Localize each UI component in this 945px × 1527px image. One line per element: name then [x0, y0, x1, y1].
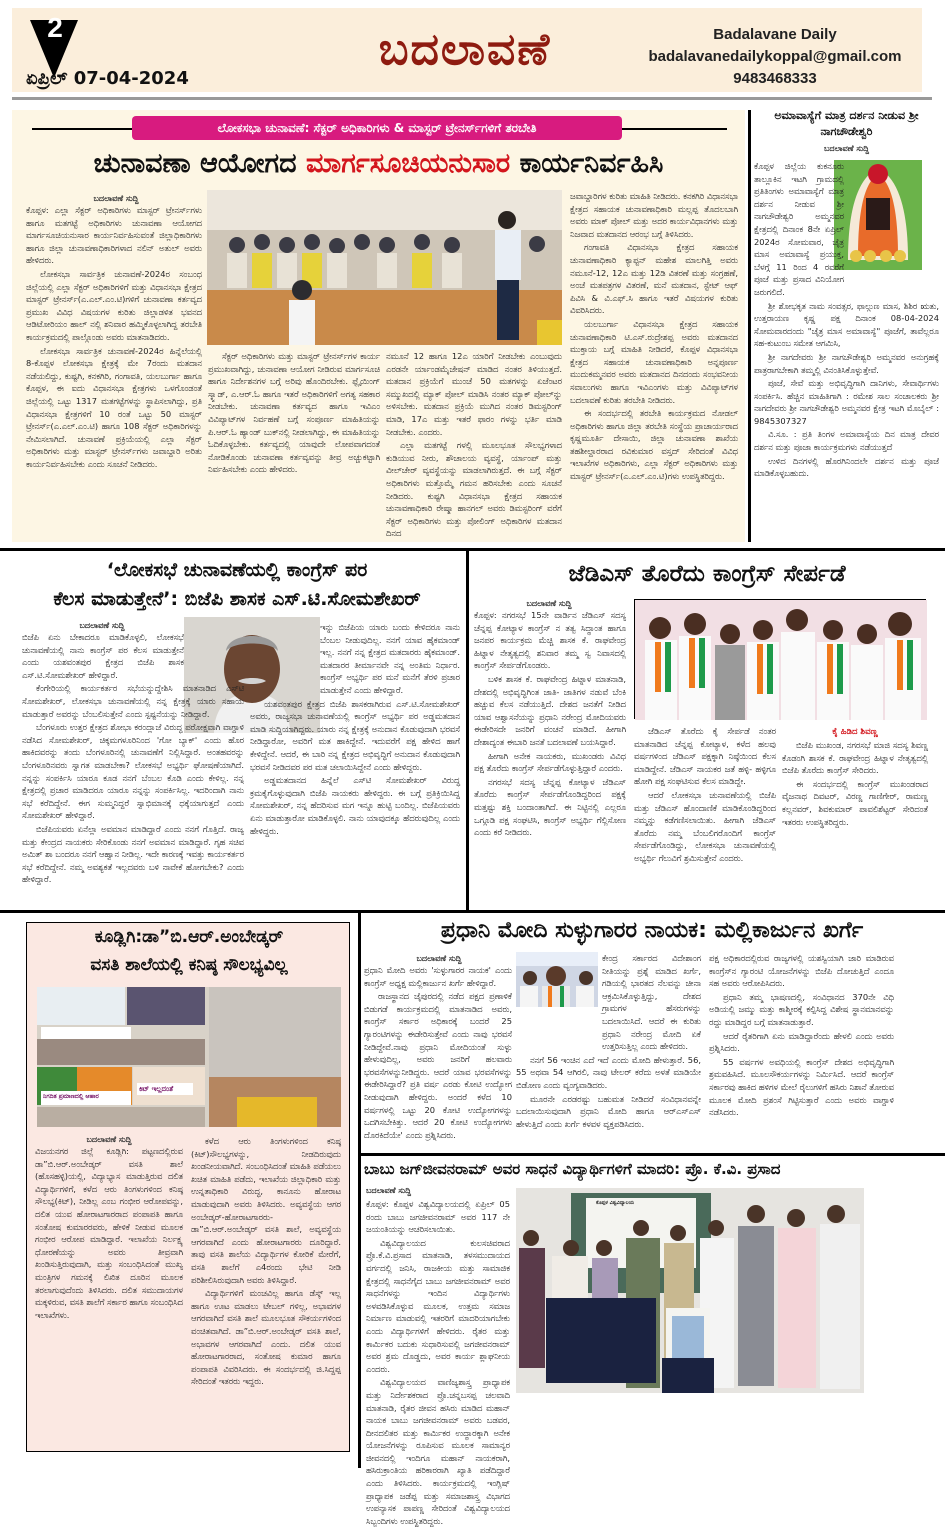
- column-divider: [358, 913, 361, 1468]
- article-paragraph: ಶ್ರೀ ಶೋಭಕೃತ ನಾಮ ಸಂವತ್ಸರ, ಫಾಲ್ಗುಣ ಮಾಸ, ಶಿಶಿರ ಋತು, ಉತ್ತರಾಯಣ ಕೃಷ್ಣ ಪಕ್ಷ ದಿನಾಂಕ 08-04-2024 ಸೋಮವಾರದಂದು "ಚೈತ್ರ ಮಾಸ ಅಮಾವಾಸ್ಯೆ" ಪೂಜೆಗೆ, ತಾವೆಲ್ಲರೂ ಸಹ-ಕುಟುಂಬ ಸಮೇತ ಆಗಮಿಸಿ,: [754, 300, 939, 349]
- article-paragraph: ಪೂಜೆ, ಸೇವೆ ಮತ್ತು ಅಭಿವೃದ್ಧಿಗಾಗಿ ದಾನಿಗಳು, ಸೇವಾರ್ಥಿಗಳು ಸಂಪರ್ಕಿಸಿ. ಹೆಚ್ಚಿನ ಮಾಹಿತಿಗಾಗಿ : ರಮೇಶ ಸಾಲ ಸಂಚಾಲಕರು ಶ್ರೀ ನಾಗದೇವರು ಶ್ರೀ ನಾಗಚೌಡೇಶ್ವರಿ ಅಮ್ಮನವರ ಕ್ಷೇತ್ರ ಇಟಗಿ ಮೊಬೈಲ್ : 9845307327: [754, 378, 939, 426]
- article-paragraph: ಮೂರನೇ ಎರಡರಷ್ಟು ಬಹುಮತ ನೀಡಿದರೆ ಸಂವಿಧಾನವನ್ನೇ ಬದಲಾಯಿಸುವುದಾಗಿ ಪ್ರಧಾನಿ ಮೋದಿ ಹಾಗೂ ಆರ್‌ಎಸ್‌ಎಸ್ ಹೇಳುತ್ತಿದೆ ಎಂದು ಖರ್ಗೆ ಕಳವಳ ವ್ಯಕ್ತಪಡಿಸಿದರು.: [516, 1093, 701, 1129]
- article-column-1: [474, 609, 626, 901]
- article-column-1: [364, 964, 512, 1149]
- article-paragraph: ಬಳಿಕ ಶಾಸಕ ಕೆ. ರಾಘವೇಂದ್ರ ಹಿಟ್ನಾಳ ಮಾತನಾಡಿ, ದೇಶದಲ್ಲಿ ಅಭಿವೃದ್ಧಿಗಿಂತ ಜಾತಿ- ಜಾತಿಗಳ ನಡುವೆ ಬೆಂಕಿ ಹಚ್ಚುವ ಕೆಲಸ ನಡೆಯುತ್ತಿದೆ. ದೇಶದ ಜನತೆಗೆ ನೀಡಿದ ಯಾವ ಆಶ್ವಾಸನೆಯನ್ನು ಪ್ರಧಾನಿ ನರೇಂದ್ರ ಮೋದಿಯವರು ಈಡೇರಿಸದೇ ಜನರಿಗೆ ವಂಚನೆ ಮಾಡಿದೆ. ಹೀಗಾಗಿ ದೇಶಾದ್ಯಂತ ಈಬಾರಿ ಜನತೆ ಬದಲಾವಣೆ ಬಯಸಿದ್ದಾರೆ.: [474, 673, 626, 747]
- article-photo[interactable]: [207, 190, 562, 345]
- article-column-2: [250, 621, 460, 901]
- masthead-divider: [12, 97, 932, 100]
- article-paragraph: ಕೊಪ್ಪಳ: ಎಲ್ಲಾ ಸೆಕ್ಟರ್ ಅಧಿಕಾರಿಗಳು ಮಾಸ್ಟರ್ ಟ್ರೇನರ್ಸ್‌ಗಳು ಹಾಗೂ ಮತಗಟ್ಟೆ ಅಧಿಕಾರಿಗಳು ಚುನಾವಣಾ ಆಯೋಗದ ಮಾರ್ಗಸೂಚಿಯನುಸಾರ ಕಾರ್ಯನಿರ್ವಹಿಸುವಂತೆ ಜಿಲ್ಲಾಧಿಕಾರಿಗಳು ಹಾಗೂ ಜಿಲ್ಲಾ ಚುನಾವಣಾಧಿಕಾರಿಗಳಾದ ನಲಿನ್ ಅತುಲ್ ಅವರು ಹೇಳಿದರು.: [26, 205, 202, 266]
- article-column-2: [208, 350, 380, 538]
- article-jds-congress: [474, 555, 940, 905]
- byline: ಬದಲಾವಣೆ ಸುದ್ದಿ: [86, 1135, 132, 1144]
- article-paragraph: ಬಿಜೆಪಿ ಮುಖಂಡ, ನಗರಸಭೆ ಮಾಜಿ ಸದಸ್ಯ ಶಿವಣ್ಣ ಕೊಡಂಗಿ ಶಾಸಕ ಕೆ. ರಾಘವೇಂದ್ರ ಹಿಟ್ನಾಳ ನೇತೃತ್ವದಲ್ಲಿ ಬಿಜೆಪಿ ತೊರೆದು ಕಾಂಗ್ರೆಸ್ ಸೇರಿದರು.: [782, 740, 928, 776]
- article-text: [754, 160, 939, 540]
- article-column-1: [26, 204, 202, 534]
- headline-highlight: ಮಾರ್ಗಸೂಚಿಯನುಸಾರ: [305, 148, 511, 179]
- article-headline-line-1: ಕೂಡ್ಲಿಗಿ:ಡಾ”ಬಿ.ಆರ್.ಅಂಬೇಡ್ಕರ್: [94, 927, 284, 947]
- article-paragraph: ಗಂಗಾವತಿ ವಿಧಾನಸಭಾ ಕ್ಷೇತ್ರದ ಸಹಾಯಕ ಚುನಾವಣಾಧಿಕಾರಿ ಕ್ಯಾಪ್ಟನ್ ಮಹೇಶ ಮಾಲಗಿತ್ತಿ ಅವರು ನಮೂನೆ-12, 12ಎ ಮತ್ತು 12ಡಿ ವಿತರಣೆ ಮತ್ತು ಸಂಗ್ರಹಣೆ, ಅಂಚೆ ಮತಪತ್ರಗಳ ವಿತರಣೆ, ಮನೆ ಮತದಾನ, ಸ್ಟೇಟ್ ಆಫ್ ಪಿವಿಸಿ & ವಿ.ಎಫ್.ಸಿ ಹಾಗೂ ಇತರೆ ವಿಷಯಗಳ ಕುರಿತು ವಿವರಿಸಿದರು.: [570, 242, 738, 316]
- article-paragraph: ವಿ.ಸೂ. : ಪ್ರತಿ ತಿಂಗಳ ಅಮಾವಾಸ್ಯೆಯ ದಿನ ಮಾತ್ರ ದೇವರ ದರ್ಶನ ಮತ್ತು ಪೂಜಾ ಕಾರ್ಯಕ್ರಮಗಳು ನಡೆಯುತ್ತದೆ: [754, 429, 939, 453]
- article-paragraph: ಪ್ರಧಾನಿ ಮೋದಿ ಅವರು 'ಸುಳ್ಳುಗಾರರ ನಾಯಕ' ಎಂದು ಕಾಂಗ್ರೆಸ್ ಅಧ್ಯಕ್ಷ ಮಲ್ಲಿಕಾರ್ಜುನ ಖರ್ಗೆ ಹೇಳಿದ್ದಾರೆ.: [364, 965, 512, 988]
- section-divider: [0, 910, 945, 913]
- byline: ಬದಲಾವಣೆ ಸುದ್ದಿ: [823, 144, 870, 153]
- publication-name: Badalavane Daily: [713, 26, 837, 43]
- collage-caption: ಕಿಟ್ ಇಲ್ಲದಂತೆ: [139, 1085, 174, 1093]
- article-paragraph: ಹೀಗಾಗಿ ಅನೇಕ ನಾಯಕರು, ಮುಖಂಡರು ವಿವಿಧ ಪಕ್ಷ ತೊರೆದು ಕಾಂಗ್ರೆಸ್ ಸೇರ್ಪಡೆಗೊಳ್ಳುತ್ತಿದ್ದಾರೆ ಎಂದರು.: [474, 750, 626, 774]
- byline: ಬದಲಾವಣೆ ಸುದ್ದಿ: [526, 599, 572, 608]
- article-paragraph: ಆದರೆ ರೈತರಿಗಾಗಿ ಏನು ಮಾಡಿದ್ದಾರೆಂದು ಹೇಳಲಿ ಎಂದು ಅವರು ಪ್ರಶ್ನಿಸಿದರು.: [709, 1030, 894, 1054]
- article-paragraph: ಬಿಜೆಪಿಯವರು ಏನೆಲ್ಲಾ ಅವಮಾನ ಮಾಡಿದ್ದಾರೆ ಎಂದು ನನಗೆ ಗೊತ್ತಿದೆ. ರಾಜ್ಯ ಮತ್ತು ಕೇಂದ್ರದ ನಾಯಕರು ಸೇರಿಕೊಂಡು ನನಗೆ ಅವಮಾನ ಮಾಡಿದ್ದಾರೆ. ಗೃಹ ಸಚಿವ ಅಮಿತ್ ಶಾ ಬಂದರೂ ನನಗೆ ಆಹ್ವಾನ ನೀಡಿಲ್ಲ. ಇದೇ ಕಾರಣಕ್ಕೆ ಇವತ್ತು ಕಾರ್ಯಕರ್ತರ ಸಭೆ ಕರೆದಿದ್ದೇನೆ. ನಮ್ಮ ಅವಶ್ಯಕತೆ ಇಲ್ಲದವರು ಬಳಿ ನಾವೇಕೆ ಹೋಗಬೇಕು? ಎಂದು ಹೇಳಿದ್ದಾರೆ.: [22, 823, 244, 885]
- contact-email: badalavanedailykoppal@gmail.com: [648, 48, 902, 65]
- article-column-2: [516, 1398, 686, 1460]
- article-column-3: [386, 350, 562, 538]
- newspaper-logo: ಬದಲಾವಣೆ: [378, 24, 552, 75]
- article-paragraph: ಕೆಂಗೇರಿಯಲ್ಲಿ ಕಾರ್ಯಕರ್ತರ ಸಭೆಯನ್ನುದ್ದೇಶಿಸಿ ಮಾತನಾಡಿದ ಎಸ್‌ಟಿ ಸೋಮಶೇಖರ್, ಲೋಕಸಭಾ ಚುನಾವಣೆಯಲ್ಲಿ ನನ್ನ ಕ್ಷೇತ್ರಕ್ಕೆ ಯಾರು ಸಹಾಯ ಮಾಡುತ್ತಾರೆ ಅವರನ್ನು ಬೆಂಬಲಿಸುತ್ತೇನೆ ಎಂದು ಸ್ಪಷ್ಟನೆಯನ್ನು ನೀಡಿದ್ದಾರೆ.: [22, 683, 244, 719]
- article-paragraph: ನಮೂನೆ 12 ಹಾಗೂ 12ಎ ಯಾರಿಗೆ ನೀಡಬೇಕು ಎಂಬುವುದು ಎರಡನೇ ರ್ಯಾಂಡಮೈಜೇಷನ್ ಮಾಡಿದ ನಂತರ ತಿಳಿಯುತ್ತದೆ. ಮತದಾನ ಪ್ರಕ್ರಿಯೆಗೆ ಮುಂಚೆ 50 ಮತಗಳನ್ನು ಏಜೆಂಟರ ಸಮ್ಮುಖದಲ್ಲಿ ಮ್ಯಾಕ್ ಪೋಲ್ ಮಾಡಿಸಿ ನಂತರ ಮ್ಯಾಕ್ ಪೋಲ್‌ನ್ನು ಅಳಿಸಬೇಕು. ಮತದಾನ ಪ್ರಕ್ರಿಯೆ ಮುಗಿದ ನಂತರ ಡಿಮಸ್ಟರಿಂಗ್ ಮಾಡಿ, 17ಎ ಮತ್ತು ಇತರೆ ಫಾರಂ ಗಳನ್ನು ಭರ್ತಿ ಮಾಡಿ ನೀಡಬೇಕು. ಎಂದರು.: [386, 351, 562, 437]
- article-photo[interactable]: [634, 599, 926, 719]
- article-paragraph: ಕಳೆದ ಆರು ತಿಂಗಳುಗಳಿಂದ ಕನಿಷ್ಠ (ಕಿಟ್)ಸೌಲಭ್ಯಗಳನ್ನು, ನೀಡದಿರುವುದು ಖಂಡನೀಯವಾಗಿದೆ. ಸಂಬಂಧಿಸಿದಂತೆ ಮಾಹಿತಿ ಪಡೆಯಲು ಖಚಿತ ಮಾಹಿತಿ ಪಡೆದು, ಇಲಾಖೆಯ ಜಿಲ್ಲಾಧಿಕಾರಿ ಮತ್ತು ಉನ್ನತಾಧಿಕಾರಿ ವಿರುದ್ಧ, ಕಾನೂನು ಹೋರಾಟ ಮಾಡುವುದಾಗಿ ಅವರು ತಿಳಿಸಿದರು. ಅವ್ಯವಸ್ಥೆಯ ಆಗರ ಅಂಬೇಡ್ಕರ್-ಹೋರಾಟಗಾರರು- ಡಾ”ಬಿ.ಆರ್.ಅಂಬೇಡ್ಕರ್ ವಸತಿ ಶಾಲೆ, ಅವ್ಯವಸ್ಥೆಯ ಆಗರವಾಗಿದೆ ಎಂದು ಹೋರಾಟಗಾರರು ದೂರಿದ್ದಾರೆ. ತಾವು ವಸತಿ ಶಾಲೆಯ ವಿದ್ಯಾರ್ಥಿಗಳ ಕೋರಿಕೆ ಮೇರೆಗೆ, ವಸತಿ ಶಾಲೆಗೆ ಎ4ರಂದು ಭೇಟಿ ನೀಡಿ ಪರಿಶೀಲಿಸಿರುವುದಾಗಿ ಅವರು ತಿಳಿಸಿದ್ದಾರೆ.: [191, 1136, 341, 1285]
- article-election-training: [12, 110, 745, 542]
- article-paragraph: ಅಡ್ಡಮತದಾನದ ಹಿನ್ನೆಲೆ ಎಸ್‌ಟಿ ಸೋಮಶೇಖರ್ ವಿರುದ್ಧ ಕ್ರಮಕೈಗೊಳ್ಳುವುದಾಗಿ ಬಿಜೆಪಿ ನಾಯಕರು ಹೇಳಿದ್ದರು. ಈ ಬಗ್ಗೆ ಪ್ರತಿಕ್ರಿಯಿಸಿದ್ದ ಸೋಮಶೇಖರ್, ನನ್ನ ಹೆದರಿಸುವ ಮಗ ಇನ್ನೂ ಹುಟ್ಟಿ ಬಂದಿಲ್ಲ. ಬಿಜೆಪಿಯವರು ಏನು ಮಾಡುತ್ತಾರೋ ಮಾಡಿಕೊಳ್ಳಲಿ. ನಾನು ಯಾವುದಕ್ಕೂ ಹೆದರುವುದಿಲ್ಲ ಎಂದು ಹೇಳಿದ್ದರು.: [250, 775, 460, 836]
- article-paragraph: ಕೊಪ್ಪಳ: ಕೊಪ್ಪಳ ವಿಶ್ವವಿದ್ಯಾಲಯದಲ್ಲಿ ಏಪ್ರಿಲ್ 05 ರಂದು ಬಾಬು ಜಗಜೀವನರಾಮ್ ಅವರ 117 ನೇ ಜಯಂತಿಯನ್ನು ಆಚರಿಸಲಾಯಿತು.: [366, 1199, 510, 1235]
- article-paragraph: ಶ್ರೀ ನಾಗದೇವರು ಶ್ರೀ ನಾಗಚೌಡೇಶ್ವರಿ ಅಮ್ಮನವರ ಅನುಗ್ರಹಕ್ಕೆ ಪಾತ್ರರಾಗಬೇಕಾಗಿ ತಮ್ಮಲ್ಲಿ ವಿನಂತಿಸಿಕೊಳ್ಳುತ್ತೇವೆ.: [754, 351, 939, 375]
- event-group-photo: [516, 1188, 864, 1393]
- group-photo: [635, 600, 927, 720]
- byline: ಬದಲಾವಣೆ ಸುದ್ದಿ: [93, 194, 139, 203]
- article-column-1: [366, 1198, 510, 1526]
- section-divider: [0, 548, 945, 551]
- article-paragraph: ಲೋಕಸಭಾ ಸಾರ್ವತ್ರಿಕ ಚುನಾವಣೆ-2024ರ ಸಂಬಂಧ ಜಿಲ್ಲೆಯಲ್ಲಿ ಎಲ್ಲಾ ಸೆಕ್ಟರ್ ಅಧಿಕಾರಿಗಳಿಗೆ ಮತ್ತು ವಿಧಾನಸಭಾ ಕ್ಷೇತ್ರದ ಮಾಸ್ಟರ್ ಟ್ರೇನರ್ಸ್(ಎ.ಎಲ್.ಎಂ.ಟಿ)ಗಳಿಗೆ ಚುನಾವಣಾ ಕರ್ತವ್ಯದ ಪ್ರಮುಖ ವಿವಿಧ ವಿಷಯಗಳ ಕುರಿತು ಜಿಲ್ಲಾಡಳಿತ ಭವನದ ಆಡಿಟೋರಿಯಂ ಹಾಲ್ ನಲ್ಲಿ ಶನಿವಾರ ಹಮ್ಮಿಕೊಳ್ಳಲಾಗಿದ್ದ ತರಬೇತಿ ಕಾರ್ಯಕ್ರಮದಲ್ಲಿ ಪಾಲ್ಗೊಂಡು ಅವರು ಮಾತನಾಡಿದರು.: [26, 268, 202, 342]
- page-number: 2: [47, 12, 63, 43]
- article-kharge: [364, 916, 940, 1151]
- byline: ಬದಲಾವಣೆ ಸುದ್ದಿ: [416, 954, 462, 963]
- article-paragraph: ವಿಶ್ವವಿದ್ಯಾಲಯದ ವಾಣಿಜ್ಯಶಾಸ್ತ್ರ ಪ್ರಾಧ್ಯಾಪಕ ಮತ್ತು ನಿರ್ದೇಶಕರಾದ ಪ್ರೊ.ಚನ್ನಬಸಪ್ಪ ಚಲವಾದಿ ಮಾತನಾಡಿ, ರೈತರ ಜೀವನ ಹಸಿರು ಮಾಡಿದ ಮಹಾನ್ ನಾಯಕ ಬಾಬು ಜಗಜೀವನರಾಮ್ ಅವರು ಬಡವರ, ದೀನದಲಿತರ ಮತ್ತು ಕಾರ್ಮಿಕರ ಉದ್ಧಾರಕ್ಕಾಗಿ ಅನೇಕ ಯೋಜನೆಗಳನ್ನು ರೂಪಿಸುವ ಮೂಲಕ ಸಾಮಾನ್ಯರ ಜೀವನದಲ್ಲಿ ಇಂದಿಗೂ ಮಹಾನ್ ನಾಯಕರಾಗಿ, ಹಸಿರುಕ್ರಾಂತಿಯ ಹರಿಕಾರರಾಗಿ ಖ್ಯಾತಿ ಪಡೆದಿದ್ದಾರೆ ಎಂದು ತಿಳಿಸಿದರು. ಕಾರ್ಯಕ್ರಮದಲ್ಲಿ ಇಂಗ್ಲಿಷ್ ಪ್ರಾಧ್ಯಾಪಕ ಜಡೆಪ್ಪ ಮತ್ತು ಸಮಾಜಶಾಸ್ತ್ರ ವಿಭಾಗದ ಉಪನ್ಯಾಸಕ ಪಾಪಣ್ಣ ಸೇರಿದಂತೆ ವಿಶ್ವವಿದ್ಯಾಲಯದ ಸಿಬ್ಬಂದಿಗಳು ಉಪಸ್ಥಿತರಿದ್ದರು.: [366, 1377, 510, 1526]
- training-hall-photo: [207, 190, 562, 345]
- article-headline: ಜೆಡಿಎಸ್ ತೊರೆದು ಕಾಂಗ್ರೆಸ್ ಸೇರ್ಪಡೆ: [568, 561, 846, 587]
- article-paragraph: ಕೊಪ್ಪಳ ಜಿಲ್ಲೆಯ ಕುಕನೂರು ತಾಲ್ಲೂಕಿನ ಇಟಗಿ ಗ್ರಾಮದಲ್ಲಿ ಪ್ರತಿತಿಂಗಳು ಅಮಾವಾಸ್ಯೆಗೆ ಮಾತ್ರ ದರ್ಶನ ನೀಡುವ ಶ್ರೀ ನಾಗಚೌಡೇಶ್ವರಿ ಅಮ್ಮನವರ ಕ್ಷೇತ್ರದಲ್ಲಿ ದಿನಾಂಕ 8ನೇ ಏಪ್ರಿಲ್ 2024ರ ಸೋಮವಾರ, ಚೈತ್ರ ಮಾಸ ಅಮಾವಾಸ್ಯೆ ಪ್ರಯುಕ್ತ, ಬೆಳಗ್ಗೆ 11 ರಿಂದ 4 ರವರೆಗೆ ಪೂಜೆ ಮತ್ತು ಪ್ರಸಾದ ವಿನಿಯೋಗ ಜರುಗಲಿದೆ.: [754, 161, 844, 297]
- kicker-rule-right: [622, 128, 727, 130]
- article-paragraph: ಆದರೆ ಲೋಕಸಭಾ ಚುನಾವಣೆಯಲ್ಲಿ ಬಿಜೆಪಿ ಮತ್ತು ಜೆಡಿಎಸ್ ಹೊಂದಾಣಿಕೆ ಮಾಡಿಕೊಂಡಿದ್ದರಿಂದ ನಮ್ಮನ್ನು ಕಡೆಗಣಿಸಲಾಯಿತು. ಹೀಗಾಗಿ ಜೆಡಿಎಸ್ ತೊರೆದು ನಮ್ಮ ಬೆಂಬಲಿಗರೊಂದಿಗೆ ಕಾಂಗ್ರೆಸ್ ಸೇರ್ಪಡೆಗೊಂಡಿದ್ದು, ಲೋಕಸಭಾ ಚುನಾವಣೆಯಲ್ಲಿ ಅಭ್ಯರ್ಥಿ ಗೆಲುವಿಗೆ ಶ್ರಮಿಸುತ್ತೇನೆ ಎಂದರು.: [634, 789, 776, 863]
- article-headline: ಬಾಬು ಜಗ್‌ಜೀವನರಾಮ್ ಅವರ ಸಾಧನೆ ವಿದ್ಯಾರ್ಥಿಗಳಿಗೆ ಮಾದರಿ: ಪ್ರೊ. ಕೆ.ವಿ. ಪ್ರಸಾದ: [364, 1160, 781, 1178]
- article-jagjivanram: [364, 1158, 940, 1526]
- article-paragraph: ಎಲ್ಲಾ ಮತಗಟ್ಟೆ ಗಳಲ್ಲಿ ಮೂಲಭೂತ ಸೌಲಭ್ಯಗಳಾದ ಕುಡಿಯುವ ನೀರು, ಶೌಚಾಲಯ ವ್ಯವಸ್ಥೆ, ರ್ಯಾಂಪ್ ಮತ್ತು ವೀಲ್‌ಚೇರ್ ವ್ಯವಸ್ಥೆಯನ್ನು ಮಾಡಲಾಗಿರುತ್ತದೆ. ಈ ಬಗ್ಗೆ ಸೆಕ್ಟರ್ ಅಧಿಕಾರಿಗಳು ಮತ್ತೊಮ್ಮೆ ಗಮನ ಹರಿಸಬೇಕು ಎಂದು ಸೂಚನೆ ನೀಡಿದರು. ಕುಷ್ಟಗಿ ವಿಧಾನಸಭಾ ಕ್ಷೇತ್ರದ ಸಹಾಯಕ ಚುನಾವಣಾಧಿಕಾರಿ ರೇಷ್ಮಾ ಹಾನಗಲ್ ಅವರು ಡಿಮಸ್ಟರಿಂಗ್ ವರೆಗೆ ಸೆಕ್ಟರ್ ಅಧಿಕಾರಿಗಳು ಮತ್ತು ಪೋಲಿಂಗ್ ಅಧಿಕಾರಿಗಳ ಮತದಾನ ದಿನದ: [386, 440, 562, 539]
- article-headline-line-1: ‘ಲೋಕಸಭೆ ಚುನಾವಣೆಯಲ್ಲಿ ಕಾಂಗ್ರೆಸ್ ಪರ: [106, 559, 368, 581]
- article-paragraph: ಉಳಿದ ದಿನಗಳಲ್ಲಿ ಹೊರಗಿನಿಂದಲೇ ದರ್ಶನ ಮತ್ತು ಪೂಜೆ ಮಾಡಿಕೊಳ್ಳಬಹುದು.: [754, 455, 939, 479]
- contact-block: [640, 24, 910, 90]
- article-paragraph: ಬಿಜೆಪಿ ಏನು ಬೇಕಾದರೂ ಮಾಡಿಕೊಳ್ಳಲಿ, ಲೋಕಸಭೆ ಚುನಾವಣೆಯಲ್ಲಿ ನಾನು ಕಾಂಗ್ರೆಸ್ ಪರ ಕೆಲಸ ಮಾಡುತ್ತೇನೆ ಎಂದು ಯಶವಂತಪುರ ಕ್ಷೇತ್ರದ ಬಿಜೆಪಿ ಶಾಸಕ ಎಸ್.ಟಿ.ಸೋಮಶೇಖರ್ ಹೇಳಿದ್ದಾರೆ.: [22, 632, 184, 680]
- article-paragraph: ಪ್ರಧಾನಿ ತಮ್ಮ ಭಾಷಣದಲ್ಲಿ, ಸಂವಿಧಾನದ 370ನೇ ವಿಧಿ ಅಡಿಯಲ್ಲಿ ಜಮ್ಮು ಮತ್ತು ಕಾಶ್ಮೀರಕ್ಕೆ ಕಲ್ಪಿಸಿದ್ದ ವಿಶೇಷ ಸ್ಥಾನಮಾನವನ್ನು ರದ್ದು ಮಾಡಿದ್ದರ ಬಗ್ಗೆ ಮಾತನಾಡುತ್ತಾರೆ.: [709, 991, 894, 1027]
- article-column-1: [22, 631, 244, 901]
- article-somashekar: [12, 555, 462, 905]
- article-paragraph: ಪಕ್ಷ ಅಧಿಕಾರದಲ್ಲಿರುವ ರಾಜ್ಯಗಳಲ್ಲಿ ಯಶಸ್ವಿಯಾಗಿ ಜಾರಿ ಮಾಡಿರುವ ಕಾಂಗ್ರೆಸ್‌ನ ಗ್ಯಾರಂಟಿ ಯೋಜನೆಗಳನ್ನು ಬಿಜೆಪಿ ದೋಚುತ್ತಿದೆ ಎಂದೂ ಸಹ ಅವರು ಆರೋಪಿಸಿದರು.: [709, 953, 894, 989]
- article-headline: ಪ್ರಧಾನಿ ಮೋದಿ ಸುಳ್ಳುಗಾರರ ನಾಯಕ: ಮಲ್ಲಿಕಾರ್ಜುನ ಖರ್ಗೆ: [440, 918, 864, 943]
- article-column-3: [709, 952, 894, 1147]
- article-paragraph: ಸೆಕ್ಟರ್ ಅಧಿಕಾರಿಗಳು ಮತ್ತು ಮಾಸ್ಟರ್ ಟ್ರೇನರ್ಸ್‌ಗಳ ಕಾರ್ಯ ಪ್ರಮುಖವಾಗಿದ್ದು, ಚುನಾವಣಾ ಆಯೋಗ ನೀಡಿರುವ ಮಾರ್ಗಸೂಚಿ ಹಾಗೂ ನಿರ್ದೇಶನಗಳ ಬಗ್ಗೆ ಅರಿವು ಹೊಂದಿರಬೇಕು. ಫ್ಲೈಯಿಂಗ್ ಸ್ಕ್ವಾಡ್, ಎ.ಆರ್.ಓ ಹಾಗೂ ಇತರೆ ಅಧಿಕಾರಿಗಳಿಗೆ ಅಗತ್ಯ ಸಹಕಾರ ನೀಡಬೇಕು. ಚುನಾವಣಾ ಕರ್ತವ್ಯದ ಹಾಗೂ ಇವಿಎಂ ವಿವಿಪ್ಯಾಟ್‌ಗಳ ನಿರ್ವಹಣೆ ಬಗ್ಗೆ ಸಂಪೂರ್ಣ ಮಾಹಿತಿಯನ್ನು ಪಿ.ಆರ್.ಓ ಹ್ಯಾಂಡ್ ಬುಕ್‌ನಲ್ಲಿ ನೀಡಲಾಗಿದ್ದು, ಈ ಮಾಹಿತಿಯನ್ನು ಓದಿಕೊಳ್ಳಬೇಕು. ಕರ್ತವ್ಯದಲ್ಲಿ ಯಾವುದೇ ಲೋಪವಾಗದಂತೆ ನೋಡಿಕೊಂಡು ಚುನಾವಣಾ ಕರ್ತವ್ಯವನ್ನು ತೀವ್ರ ಅಚ್ಚುಕಟ್ಟಾಗಿ ನಿರ್ವಹಿಸಬೇಕು ಎಂದು ಹೇಳಿದರು.: [208, 351, 380, 475]
- article-headline-line-2: ವಸತಿ ಶಾಲೆಯಲ್ಲಿ ಕನಿಷ್ಠ ಸೌಲಭ್ಯವಿಲ್ಲ: [90, 955, 288, 975]
- article-column-1: [35, 1145, 183, 1445]
- article-kicker: ಲೋಕಸಭಾ ಚುನಾವಣೆ: ಸೆಕ್ಟರ್ ಅಧಿಕಾರಿಗಳು & ಮಾಸ್ಟರ್ ಟ್ರೇನರ್ಸ್‌ಗಳಿಗೆ ತರಬೇತಿ: [132, 116, 622, 140]
- article-paragraph: ನನಗೆ 56 ಇಂಚಿನ ಎದೆ ಇದೆ ಎಂದು ಮೋದಿ ಹೇಳುತ್ತಾರೆ. 56, 55 ಅಥವಾ 54 ಆಗಿರಲಿ, ನಾವು ಟೇಲರ್ ಕರೆದು ಅಳತೆ ಮಾಡಿಯೇ ಬಿಡೋಣ ಎಂದು ವ್ಯಂಗ್ಯವಾಡಿದರು.: [516, 1054, 701, 1090]
- article-column-2: [191, 1135, 341, 1445]
- article-column-2: [634, 725, 776, 901]
- byline: ಬದಲಾವಣೆ ಸುದ್ದಿ: [366, 1186, 412, 1195]
- article-paragraph: ಈ ಸಂದರ್ಭದಲ್ಲಿ ಕಾಂಗ್ರೆಸ್ ಮುಖಂಡರಾದ ವೈಜನಾಥ ದಿವಟರ್, ವಿರಣ್ಣ ಗಾಣಿಗೇರ್, ರಾಮಣ್ಣ ಕಲ್ಲನವರ್, ಶಿವಕುಮಾರ್ ಪಾವಲಿಶೆಟ್ಟರ್ ಸೇರಿದಂತೆ ಇತರರು ಉಪಸ್ಥಿತರಿದ್ದರು.: [782, 778, 928, 827]
- article-paragraph-continued: [694, 1398, 864, 1411]
- article-paragraph: ವಿಜಯನಗರ ಜಿಲ್ಲೆ ಕೂಡ್ಲಿಗಿ: ಪಟ್ಟಣದಲ್ಲಿರುವ ಡಾ”ಬಿ.ಆರ್.ಅಂಬೇಡ್ಕರ್ ವಸತಿ ಶಾಲೆ (ಹೊಸಹಳ್ಳಿ)ಯಲ್ಲಿ, ವಿದ್ಯಾಭ್ಯಾಸ ಮಾಡುತ್ತಿರುವ ದಲಿತ ವಿದ್ಯಾರ್ಥಿಗಳಿಗೆ, ಕಳೆದ ಆರು ತಿಂಗಳುಗಳಿಂದ ಕನಿಷ್ಠ ಸೌಲಭ್ಯ(ಕಿಟ್), ನೀಡಿಲ್ಲ ಎಂಬ ಗಂಭೀರ ಆರೋಪವನ್ನು, ದಲಿತ ಯುವ ಹೋರಾಟಗಾರರಾದ ಪಂಪಾಪತಿ ಹಾಗೂ ಸಂತೋಷ ಕುಮಾರರವರು, ಹೇಳಿಕೆ ನೀಡುವ ಮೂಲಕ ಗಂಭೀರ ಆರೋಪ ಮಾಡಿದ್ದಾರೆ. ಇಲಾಖೆಯ ನಿರ್ಲಕ್ಷ್ಯ ಧೋರಣೆಯನ್ನು ಅವರು ತೀವ್ರವಾಗಿ ಖಂಡಿಸುತ್ತಿರುವುದಾಗಿ, ಮತ್ತು ಸಂಬಂಧಿಸಿದಂತೆ ಮುಖ್ಯ ಮಂತ್ರಿಗಳ ಗಮನಕ್ಕೆ ಲಿಖಿತ ದೂರಿನ ಮೂಲಕ ತರಲಾಗುವುದೆಂದು ತಿಳಿಸಿದರು. ದಲಿತ ಸಮುದಾಯಗಳ ಮಕ್ಕಳಿರುವ, ವಸತಿ ಶಾಲೆಗೆ ಸರ್ಕಾರ ಹಾಗೂ ಸಂಬಂಧಿಸಿದ ಇಲಾಖೆಗಳು.: [35, 1146, 183, 1320]
- article-paragraph: ಜವಾಬ್ದಾರಿಗಳ ಕುರಿತು ಮಾಹಿತಿ ನೀಡಿದರು. ಕನಕಗಿರಿ ವಿಧಾನಸಭಾ ಕ್ಷೇತ್ರದ ಸಹಾಯಕ ಚುನಾವಣಾಧಿಕಾರಿ ಮಲ್ಲಪ್ಪ ತೊದಲಬಾಗಿ ಅವರು ಮಾಕ್ ಪೋಲ್ ಮತ್ತು ಅದರ ಕಾರ್ಯವಿಧಾನಗಳು ಮತ್ತು ನಿಜವಾದ ಮತದಾನದ ಆರಂಭ ಬಗ್ಗೆ ತಿಳಿಸಿದರು.: [570, 191, 738, 239]
- kicker-rule-left: [32, 128, 132, 130]
- article-headline-line-2: ಕೆಲಸ ಮಾಡುತ್ತೇನೆ’: ಬಿಜೆಪಿ ಶಾಸಕ ಎಸ್.ಟಿ.ಸೋಮಶೇಖರ್: [53, 588, 421, 610]
- article-kudligi: [26, 922, 350, 1452]
- article-paragraph: ರಾಜಸ್ಥಾನದ ಜೈಪುರದಲ್ಲಿ ನಡೆದ ಪಕ್ಷದ ಪ್ರಣಾಳಿಕೆ ಬಿಡುಗಡೆ ಕಾರ್ಯಕ್ರಮದಲ್ಲಿ ಮಾತನಾಡಿದ ಅವರು, ಕಾಂಗ್ರೆಸ್ ಸರ್ಕಾರ ಅಧಿಕಾರಕ್ಕೆ ಬಂದರೆ 25 ಗ್ಯಾರಂಟಿಗಳನ್ನು ಈಡೇರಿಸುತ್ತೇವೆ ಎಂದು ನಾವು ಭರವಸೆ ನೀಡಿದ್ದೇವೆ.ನಾವು ಪ್ರಧಾನಿ ಮೋದಿಯಂತೆ ಸುಳ್ಳು ಹೇಳುವುದಿಲ್ಲ, ಅವರು ಜನರಿಗೆ ಹಲವಾರು ಭರವಸೆಗಳನ್ನುನೀಡಿದ್ದರು. ಆದರೆ ಯಾವ ಭರವಸೆಗಳನ್ನು ಈಡೇರಿಸಿದ್ದಾರೆ? ಪ್ರತಿ ವರ್ಷ ಎರಡು ಕೋಟಿ ಉದ್ಯೋಗ ನೀಡುವುದಾಗಿ ಹೇಳಿದ್ದರು. ಅಂದರೆ ಕಳೆದ 10 ವರ್ಷಗಳಲ್ಲಿ ಒಟ್ಟು 20 ಕೋಟಿ ಉದ್ಯೋಗಗಳನ್ನು ಒದಗಿಸಬೇಕಿತ್ತು. ಆದರೆ 20 ಕೋಟಿ ಉದ್ಯೋಗಗಳು ದೊರಕಿದೆಯೇ' ಎಂದು ಪ್ರಶ್ನಿಸಿದರು.: [364, 991, 512, 1140]
- article-temple: [754, 108, 939, 544]
- column-divider: [466, 551, 469, 910]
- article-paragraph: ಈ ಸಂದರ್ಭದಲ್ಲಿ ತರಬೇತಿ ಕಾರ್ಯಕ್ರಮದ ನೋಡಲ್ ಅಧಿಕಾರಿಗಳು ಹಾಗೂ ಜಿಲ್ಲಾ ತರಬೇತಿ ಸಂಸ್ಥೆಯ ಪ್ರಾಚಾರ್ಯರಾದ ಕೃಷ್ಣಮೂರ್ತಿ ದೇಸಾಯಿ, ಜಿಲ್ಲಾ ಚುನಾವಣಾ ಶಾಖೆಯ ತಹಶೀಲ್ದಾರರಾದ ರವಿಕುಮಾರ ವಸ್ತದ್ ಸೇರಿದಂತೆ ವಿವಿಧ ಇಲಾಖೆಗಳ ಅಧಿಕಾರಿಗಳು, ಎಲ್ಲಾ ಸೆಕ್ಟರ್ ಅಧಿಕಾರಿಗಳು ಮತ್ತು ಮಾಸ್ಟರ್ ಟ್ರೇನರ್ಸ್(ಎ.ಎಲ್.ಎಂ.ಟಿ)ಗಳು ಉಪಸ್ಥಿತರಿದ್ದರು.: [570, 408, 738, 482]
- issue-date: ಏಪ್ರಿಲ್ 07-04-2024: [26, 68, 189, 89]
- article-headline: ಅಮಾವಾಸ್ಯೆಗೆ ಮಾತ್ರ ದರ್ಶನ ನೀಡುವ ಶ್ರೀ ನಾಗಚೌಡೇಶ್ವರಿ: [774, 109, 919, 138]
- article-paragraph: ಬೆಂಗಳೂರು ಉತ್ತರ ಕ್ಷೇತ್ರದ ಶೋಭಾ ಕರಂದ್ಲಾಜೆ ವಿರುದ್ಧ ಪರೋಕ್ಷವಾಗಿ ವಾಗ್ದಾಳಿ ನಡೆಸಿದ ಸೋಮಶೇಖರ್, ಚಿಕ್ಕಮಗಳೂರಿನಿಂದ 'ಗೋ ಬ್ಯಾಕ್' ಎಂದು ಹೊರ ಹಾಕಿದವರನ್ನು ತಂದು ಬೆಂಗಳೂರಿನಲ್ಲಿ ಚುನಾವಣೆಗೆ ನಿಲ್ಲಿಸಿದ್ದಾರೆ. ಅಂತಹವರನ್ನು ಬೆಂಗಳೂರಿನವರು ಸ್ವಾಗತ ಮಾಡಬೇಕಾ? ಲೋಕಸಭೆ ಅಭ್ಯರ್ಥಿ ಘೋಷಣೆಯಾಗಿದೆ. ನನ್ನನ್ನು ಸಂಪರ್ಕಿಸಿ ಯಾರೂ ಕೂಡ ನನಗೆ ಬೆಂಬಲ ಕೊಡಿ ಎಂದು ಕೇಳಿಲ್ಲ. ನನ್ನ ಕ್ಷೇತ್ರದಲ್ಲಿ ಪ್ರಚಾರ ಮಾಡಿದರೂ ಯಾರೂ ನನ್ನನ್ನು ಸಂಪರ್ಕಿಸಿಲ್ಲ. ಇದರಿಂದಾಗಿ ನಾನು ಸಭೆ ಕರೆದಿದ್ದೇನೆ. ಈಗ ಸುಮ್ಮನಿದ್ದರೆ ಸ್ವಾಭಿಮಾನಕ್ಕೆ ಧಕ್ಕೆಯಾಗುತ್ತದೆ ಎಂದು ಸೋಮಶೇಖರ್ ಹೇಳಿದ್ದಾರೆ.: [22, 722, 244, 821]
- article-paragraph-continued: [516, 1398, 686, 1411]
- article-paragraph: ಕೊಪ್ಪಳ: ನಗರಸಭೆ 15ನೇ ವಾರ್ಡಿನ ಜೆಡಿಎಸ್ ಸದಸ್ಯ ಚೆನ್ನಪ್ಪ ಕೋಟ್ಯಾಳ ಕಾಂಗ್ರೆಸ್ ನ ತತ್ವ ಸಿದ್ಧಾಂತ ಹಾಗೂ ಜನಪರ ಕಾರ್ಯಕ್ರಮ ಮೆಚ್ಚಿ ಶಾಸಕ ಕೆ. ರಾಘವೇಂದ್ರ ಹಿಟ್ನಾಳ ನೇತೃತ್ವದಲ್ಲಿ ಶನಿವಾರ ತಮ್ಮ ಸ್ವ ನಿವಾಸದಲ್ಲಿ ಕಾಂಗ್ರೆಸ್ ಸೇರ್ಪಡೆಗೊಂಡರು.: [474, 610, 626, 671]
- hostel-collage-photo: [37, 987, 341, 1127]
- article-column-2: [516, 952, 701, 1147]
- article-photo-collage[interactable]: [37, 987, 341, 1127]
- article-paragraph: ಇನ್ನು ಬಿಜೆಪಿಯ ಯಾರು ಬಂದು ಕೇಳಿದರೂ ನಾನು ಬೆಂಬಲ ನೀಡುವುದಿಲ್ಲ. ನನಗೆ ಯಾವ ಹೈಕಮಾಂಡ್ ಇಲ್ಲ. ನನಗೆ ನನ್ನ ಕ್ಷೇತ್ರದ ಮತದಾರರು ಹೈಕಮಾಂಡ್. ಮತದಾರರ ತೀರ್ಮಾನವೇ ನನ್ನ ಅಂತಿಮ ನಿರ್ಧಾರ. ಕಾಂಗ್ರೆಸ್ ಅಭ್ಯರ್ಥಿ ಪರ ಮನೆ ಮನೆಗೆ ತೆರಳಿ ಪ್ರಚಾರ ಮಾಡುತ್ತೇನೆ ಎಂದು ಹೇಳಿದ್ದಾರೆ.: [320, 622, 460, 695]
- stage-banner: ಕೊಪ್ಪಳ ವಿಶ್ವವಿದ್ಯಾಲಯ: [596, 1200, 635, 1206]
- article-photo[interactable]: [516, 1188, 864, 1393]
- article-paragraph: ಲೋಕಸಭಾ ಸಾರ್ವತ್ರಿಕ ಚುನಾವಣೆ-2024ರ ಹಿನ್ನೆಲೆಯಲ್ಲಿ 8-ಕೊಪ್ಪಳ ಲೋಕಸಭಾ ಕ್ಷೇತ್ರಕ್ಕೆ ಮೇ 7ರಂದು ಮತದಾನ ನಡೆಯಲಿದ್ದು, ಕುಷ್ಟಗಿ, ಕನಕಗಿರಿ, ಗಂಗಾವತಿ, ಯಲಬುರ್ಗಾ ಹಾಗೂ ಕೊಪ್ಪಳ, ಈ ಐದು ವಿಧಾನಸಭಾ ಕ್ಷೇತ್ರಗಳು ಒಳಗೊಂಡಂತೆ ಜಿಲ್ಲೆಯಲ್ಲಿ ಒಟ್ಟು 1317 ಮತಗಟ್ಟೆಗಳನ್ನು ಸ್ಥಾಪಿಸಲಾಗಿದ್ದು, ಪ್ರತಿ ವಿಧಾನಸಭಾ ಕ್ಷೇತ್ರಗಳಿಗೆ 10 ರಂತೆ ಒಟ್ಟು 50 ಮಾಸ್ಟರ್ ಟ್ರೇನರ್ಸ್(ಎ.ಎಲ್.ಎಂ.ಟಿ) ಹಾಗೂ 108 ಸೆಕ್ಟರ್ ಅಧಿಕಾರಿಗಳನ್ನು ನೇಮಿಸಲಾಗಿದೆ. ಚುನಾವಣೆ ಪ್ರಕ್ರಿಯೆಯಲ್ಲಿ ಎಲ್ಲಾ ಸೆಕ್ಟರ್ ಅಧಿಕಾರಿಗಳು ಮತ್ತು ಮಾಸ್ಟರ್ ಟ್ರೇನರ್ಸ್‌ಗಳು ಜವಾಬ್ದಾರಿ ಅರಿತು ಕಾರ್ಯನಿರ್ವಹಿಸಬೇಕು ಎಂದು ಸೂಚನೆ ನೀಡಿದರು.: [26, 345, 202, 469]
- article-headline: ಚುನಾವಣಾ ಆಯೋಗದ ಮಾರ್ಗಸೂಚಿಯನುಸಾರ ಕಾರ್ಯನಿರ್ವಹಿಸಿ: [93, 148, 664, 179]
- article-paragraph: ಯಲಬುರ್ಗಾ ವಿಧಾನಸಭಾ ಕ್ಷೇತ್ರದ ಸಹಾಯಕ ಚುನಾವಣಾಧಿಕಾರಿ ಟಿ.ಎಸ್.ರುದ್ರೇಶಪ್ಪ ಅವರು ಮತದಾನದ ಮುಕ್ತಾಯ ಬಗ್ಗೆ ಮಾಹಿತಿ ನೀಡಿದರೆ, ಕೊಪ್ಪಳ ವಿಧಾನಸಭಾ ಕ್ಷೇತ್ರದ ಸಹಾಯಕ ಚುನಾವಣಾಧಿಕಾರಿ ಅನ್ನಪೂರ್ಣ ಮುದುಕಮ್ಮನವರ ಅವರು ಮತದಾನದ ದಿನದಂದು ಸಂಭವನೀಯ ಸವಾಲುಗಳು ಹಾಗೂ ಇವಿಎಂಗಳು ಮತ್ತು ವಿವಿಪ್ಯಾಟ್‌ಗಳ ಬದಲಾವಣೆ ಕುರಿತು ತರಬೇತಿ ನೀಡಿದರು.: [570, 318, 738, 405]
- article-column-3: [694, 1398, 864, 1460]
- article-paragraph: ಕೇಂದ್ರ ಸರ್ಕಾರದ ವಿದೇಶಾಂಗ ನೀತಿಯನ್ನು ಪ್ರಶ್ನೆ ಮಾಡಿದ ಖರ್ಗೆ, ಗಡಿಯಲ್ಲಿ ಭಾರತದ ನೆಲವನ್ನು ಚೀನಾ ಆಕ್ರಮಿಸಿಕೊಳ್ಳುತ್ತಿದ್ದು, ದೇಶದ ಗ್ರಾಮಗಳ ಹೆಸರುಗಳನ್ನು ಬದಲಾಯಿಸಿದೆ. ಆದರೆ ಈ ಕುರಿತು ಪ್ರಧಾನಿ ನರೇಂದ್ರ ಮೋದಿ ಏಕೆ ಉತ್ತರಿಸುತ್ತಿಲ್ಲ ಎಂದು ಹೇಳಿದರು.: [602, 953, 701, 1052]
- article-paragraph: ವಿದ್ಯಾರ್ಥಿಗಳಿಗೆ ಮಂಚವಿಲ್ಲ ಹಾಗೂ ಡೆಸ್ಕ್ ಇಲ್ಲ ಹಾಗೂ ಊಟ ಮಾಡಲು ಟೇಬಲ್ ಗಳಿಲ್ಲ, ಅಭಾವಗಳ ಆಗರವಾಗಿದೆ ವಸತಿ ಶಾಲೆ ಮೂಲಭೂತ ಸೌಕರ್ಯಗಳಿಂದ ವಂಚಿತವಾಗಿದೆ. ಡಾ”ಬಿ.ಆರ್.ಅಂಬೇಡ್ಕರ್ ವಸತಿ ಶಾಲೆ, ಅಭಾವಗಳ ಆಗರವಾಗಿದೆ ಎಂದು. ದಲಿತ ಯುವ ಹೋರಾಟಗಾರರಾದ, ಸಂತೋಷ ಕುಮಾರ ಹಾಗೂ ಪಂಪಾಪತಿ ವಿವರಿಸಿದರು. ಈ ಸಂದರ್ಭದಲ್ಲಿ ಜಿ.ಸಿದ್ದಪ್ಪ ಸೇರಿದಂತೆ ಇತರರು ಇದ್ದರು.: [191, 1288, 341, 1387]
- article-column-3: [782, 725, 928, 901]
- article-paragraph: ನಗರಸಭೆ ಸದಸ್ಯ ಚೆನ್ನಪ್ಪ ಕೋಟ್ಯಾಳ ಜೆಡಿಎಸ್ ತೊರೆದು ಕಾಂಗ್ರೆಸ್ ಸೇರ್ಪಡೆಗೊಂಡಿದ್ದರಿಂದ ಪಕ್ಷಕ್ಕೆ ಮತ್ತಷ್ಟು ಶಕ್ತಿ ಬಂದಾಂತಾಗಿದೆ. ಈ ನಿಟ್ಟಿನಲ್ಲಿ ಎಲ್ಲರೂ ಒಗ್ಗೂಡಿ ಪಕ್ಷ ಸಂಘಟಿಸಿ, ಕಾಂಗ್ರೆಸ್ ಅಭ್ಯರ್ಥಿ ಗೆಲ್ಲಿಸೋಣ ಎಂದು ಕರೆ ನೀಡಿದರು.: [474, 776, 626, 838]
- article-paragraph: ವಿಶ್ವವಿದ್ಯಾಲಯದ ಕುಲಸಚಿವರಾದ ಪ್ರೊ.ಕೆ.ವಿ.ಪ್ರಸಾದ ಮಾತನಾಡಿ, ತಳಸಮುದಾಯದ ವರ್ಗದಲ್ಲಿ ಜನಿಸಿ, ರಾಜಕೀಯ ಮತ್ತು ಸಾಮಾಜಿಕ ಕ್ಷೇತ್ರದಲ್ಲಿ ಸಾಧನೆಗೈದ ಬಾಬು ಜಗಜೀವನರಾಮ್ ಅವರ ಸಾಧನೆಗಳನ್ನು ಇಂದಿನ ವಿದ್ಯಾರ್ಥಿಗಳು ಅಳವಡಿಸಿಕೊಳ್ಳುವ ಮೂಲಕ, ಉತ್ತಮ ಸಮಾಜ ನಿರ್ಮಾಣ ಮಾಡುವಲ್ಲಿ ಇತರರಿಗೆ ಮಾದರಿಯಾಗಬೇಕು ಎಂದು ವಿದ್ಯಾರ್ಥಿಗಳಿಗೆ ಹೇಳಿದರು. ರೈತರ ಮತ್ತು ಕಾರ್ಮಿಕರ ಬದುಕು ಸುಧಾರಿಸುವಲ್ಲಿ ಜಗಜೀವನರಾಮ್ ಅವರ ಶ್ರಮ ದೊಡ್ಡದು, ಅವರ ಕಾರ್ಯ ಶ್ಲಾಘನೀಯ ಎಂದರು.: [366, 1237, 510, 1374]
- article-subhead: ಕೈ ಹಿಡಿದ ಶಿವಣ್ಣ: [832, 727, 878, 737]
- column-divider: [748, 110, 751, 542]
- byline: ಬದಲಾವಣೆ ಸುದ್ದಿ: [79, 621, 125, 630]
- article-paragraph: ಯಶವಂತಪುರ ಕ್ಷೇತ್ರದ ಬಿಜೆಪಿ ಶಾಸಕರಾಗಿರುವ ಎಸ್.ಟಿ.ಸೋಮಶೇಖರ್ ಅವರು, ರಾಜ್ಯಸಭಾ ಚುನಾವಣೆಯಲ್ಲಿ ಕಾಂಗ್ರೆಸ್ ಅಭ್ಯರ್ಥಿ ಪರ ಅಡ್ಡಮತದಾನ ಮಾಡಿ ಸುದ್ದಿಯಾಗಿದ್ದರು. ಯಾರು ನನ್ನ ಕ್ಷೇತ್ರಕ್ಕೆ ಅನುದಾನ ಕೊಡುವುದಾಗಿ ಭರವಸೆ ನೀಡಿದ್ದಾರೋ, ಅವರಿಗೆ ಮತ ಹಾಕಿದ್ದೇನೆ. ಇದುವರೆಗೆ ಪಕ್ಷ ಹೇಳಿದ ಹಾಗೆ ಕೇಳಿದ್ದೇನೆ. ಆದರೆ, ಈ ಬಾರಿ ನನ್ನ ಕ್ಷೇತ್ರದ ಅಭಿವೃದ್ಧಿಗೆ ಅನುದಾನ ಕೊಡುವುದಾಗಿ ಭರವಸೆ ನೀಡಿದವರ ಪರ ಮತ ಚಲಾಯಿಸಿದ್ದೇನೆ ಎಂದು ಹೇಳಿದ್ದರು.: [250, 698, 460, 772]
- section-divider: [360, 1153, 945, 1156]
- contact-phone: 9483468333: [733, 70, 817, 87]
- article-paragraph: ಜೆಡಿಎಸ್ ತೊರೆದು ಕೈ ಸೇರ್ಪಡೆ ನಂತರ ಮಾತನಾಡಿದ ಚೆನ್ನಪ್ಪ ಕೋಟ್ಯಾಳ, ಕಳೆದ ಹಲವು ವರ್ಷಗಳಿಂದ ಜೆಡಿಎಸ್ ಪಕ್ಷಕ್ಕಾಗಿ ನಿಷ್ಠೆಯಿಂದ ಕೆಲಸ ಮಾಡಿದ್ದೇನೆ. ಜೆಡಿಎಸ್ ನಾಯಕರ ಜತೆ ಹಳ್ಳಿ- ಹಳ್ಳಿಗೂ ಹೋಗಿ ಪಕ್ಷ ಸಂಘಟಿಸುವ ಕೆಲಸ ಮಾಡಿದ್ದೇ.: [634, 726, 776, 787]
- article-paragraph: 55 ವರ್ಷಗಳ ಅವಧಿಯಲ್ಲಿ ಕಾಂಗ್ರೆಸ್ ದೇಶದ ಅಭಿವೃದ್ಧಿಗಾಗಿ ಶ್ರಮವಹಿಸಿದೆ. ಮೂಲಸೌಕರ್ಯಗಳನ್ನು ನಿರ್ಮಿಸಿದೆ. ಆದರೆ ಕಾಂಗ್ರೆಸ್ ಸರ್ಕಾರವು ಹಾಕಿದ ಹಳಿಗಳ ಮೇಲೆ ರೈಲುಗಳಿಗೆ ಹಸಿರು ನಿಶಾನೆ ತೋರುವ ಮೂಲಕ ಮೋದಿ ಪ್ರಶಂಸೆ ಗಿಟ್ಟಿಸುತ್ತಾರೆ ಎಂದು ಅವರು ವಾಗ್ದಾಳಿ ನಡೆಸಿದರು.: [709, 1056, 894, 1118]
- collage-caption: ನಿಗದಿತ ಪ್ರಮಾಣದಲ್ಲಿ ಆಹಾರ: [43, 1093, 99, 1100]
- article-column-4: [570, 190, 738, 535]
